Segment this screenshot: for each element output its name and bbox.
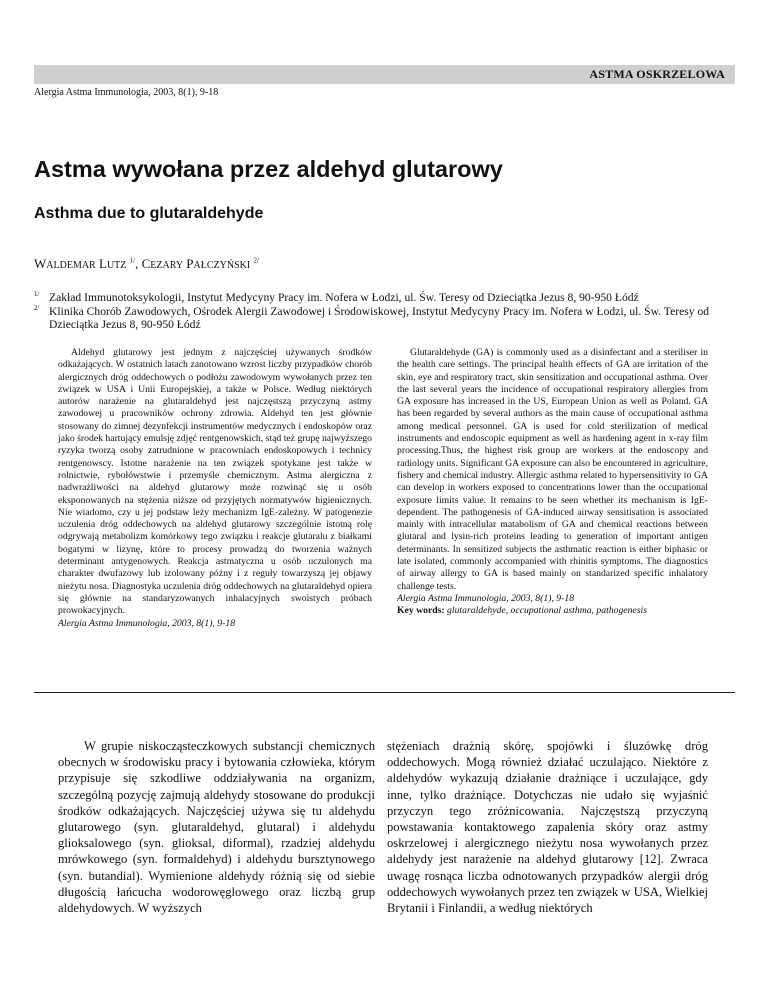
body-paragraph-right: stężeniach drażnią skórę, spojówki i śluzówkę dróg oddechowych. Mogą również działać uczulająco. Niektóre z aldehydów wykazują działanie drażniące i uczulające, gdy inne, tylko drażniące. Dotychczas nie udało się wyjaśnić przyczyn tego zróżnicowania. Najczęstszą przyczyną powstawania kontaktowego zapalenia skóry oraz astmy oskrzelowej i alergicznego nieżytu nosa wywołanych przez aldehydy jest narażenie na aldehyd glutarowy [12]. Zwraca uwagę rosnąca liczba odnotowanych przypadków alergii dróg oddechowych wywołanych przez ten związek w USA, Wielkiej Brytanii i Finlandii, a według niektórych [387,739,708,916]
section-label: ASTMA OSKRZELOWA [589,67,725,81]
section-divider [34,692,735,693]
abstract-polish-text: Aldehyd glutarowy jest jednym z najczęściej używanych środków odkażających. W ostatnich latach zanotowano wzrost liczby przypadków chorób alergicznych dróg oddechowych o podłożu zawodowym wywołanych przez ten związek w USA i Unii Europejskiej, a także w Polsce. Według niektórych autorów narażenie na glutaraldehyd jest najczęstszą przyczyną astmy zawodowej u pracowników ochrony zdrowia. Aldehyd ten jest głównie stosowany do zimnej dezynfekcji instrumentów medycznych i endoskopów oraz jako środek hartujący emulsję zdjęć rentgenowskich, stąd też grupę najwyższego ryzyka tworzą osoby zatrudnione w pracowniach endoskopowych i technicy rentgenowscy. Istotne narażenie na ten związek spotykane jest także w rolnictwie, rybołówstwie i przemyśle chemicznym. Astma alergiczna z nadwrażliwości na aldehyd glutarowy może rozwinąć się u osób eksponowanych na stężenia niższe od przyjętych normatywów higienicznych. Nie wiadomo, czy u jej podstaw leży mechanizm IgE-zależny. W patogenezie uczulenia dróg oddechowych na aldehyd glutarowy szczególnie istotną rolę odgrywają metabolizm komórkowy tego związku i reakcje glutaralu z białkami bogatymi w lizynę, które to procesy prowadzą do tworzenia ważnych determinant antygenowych. Reakcja astmatyczna u osób uczulonych ma charakter dwufazowy lub izolowany późny i z reguły towarzyszą jej objawy nieżytu nosa. Diagnostyka uczulenia dróg oddechowych na glutaraldehyd opiera się głównie na standaryzowanych inhalacyjnych swoistych próbach prowokacyjnych. [58,347,372,617]
abstract-polish [58,347,372,630]
author-1: WALDEMAR LUTZ $^{1/}$ [34,256,136,271]
keywords [397,605,717,616]
keywords-label: Key words: [397,605,445,616]
affiliations [34,291,734,332]
abstract-english-text: Glutaraldehyde (GA) is commonly used as a disinfectant and a steriliser in the health care settings. The principal health effects of GA are irritation of the skin, eye and respiratory tract, skin sensitization and occupational asthma. Over the last several years the incidence of occupational respiratory allergies from GA exposure has increased in the US, European Union as well as Poland. GA has been regarded by several authors as the main cause of occupational asthma among medical personnel. GA is used for cold sterilization of medical instruments and endoscopic equipment as well as hardening agent in x-ray film processing.Thus, the highest risk group are workers at the endoscopy and radiology units. Significant GA exposure can also be encountered in agriculture, fishery and chemical industry. Allergic asthma related to hypersensitivity to GA can develop in workers exposed to concentrations lower than the occupational exposure limits value. It remains to be seen whether its mechanism is IgE-dependent. The pathogenesis of GA-induced airway sensitisation is associated mainly with intracellular matabolism of GA and chemical reactions between glutaral and lysin-rich proteins leading to generation of important antigen determinants. In sensitized subjects the asthmatic reaction is either biphasic or late isolated, commonly accompanied with rhinitis symptoms. The diagnostics of airway allergy to GA is based mainly on standarized specific inhalatory challenge tests. [397,347,708,592]
author-2: CEZARY PAŁCZYŃSKI $^{2/}$ [141,256,259,271]
body-column-right [387,738,708,916]
affiliation-2: 2/ Klinika Chorób Zawodowych, Ośrodek Alergii Zawodowej i Środowiskowej, Instytut Medycyny Pracy im. Nofera w Łodzi, ul. Św. Teresy od Dzieciątka Jezus 8, 90-950 Łódź [34,303,710,332]
title-english: Asthma due to glutaraldehyde [34,205,264,222]
title-polish: Astma wywołana przez aldehyd glutarowy [34,156,503,182]
affiliation-1: 1/ Zakład Immunotoksykologii, Instytut Medycyny Pracy im. Nofera w Łodzi, ul. Św. Teresy od Dzieciątka Jezus 8, 90-950 Łódź [34,290,639,304]
body-column-left [58,738,375,916]
keywords-terms: glutaraldehyde, occupational asthma, pathogenesis [447,605,647,616]
abstract-english [397,347,708,605]
body-paragraph-left: W grupie niskocząsteczkowych substancji chemicznych obecnych w środowisku pracy i bytowania człowieka, którym przypisuje się szkodliwe oddziaływania na organizm, szczególną pozycję zajmują aldehydy stosowane do produkcji środków odkażających. Najczęściej używa się tu aldehydu glutarowego (syn. glutaraldehyd, glutaral) i aldehydu glioksalowego (syn. glioksal, diformal), rzadziej aldehydu mrówkowego (syn. formaldehyd) i aldehydu bursztynowego (syn. butandial). Wymienione aldehydy różnią się od siebie długością łańcucha wodorowęglowego oraz liczbą grup aldehydowych. W wyższych [58,739,375,916]
authors-line: WALDEMAR LUTZ $^{1/}$, CEZARY PAŁCZYŃSKI $^{2/}$ [34,256,259,271]
section-header-bar [34,65,735,84]
abstract-english-citation: Alergia Astma Immunologia, 2003, 8(1), 9-18 [397,592,575,604]
abstract-polish-citation: Alergia Astma Immunologia, 2003, 8(1), 9-18 [58,617,236,629]
journal-citation: Alergia Astma Immunologia, 2003, 8(1), 9-18 [34,87,219,98]
